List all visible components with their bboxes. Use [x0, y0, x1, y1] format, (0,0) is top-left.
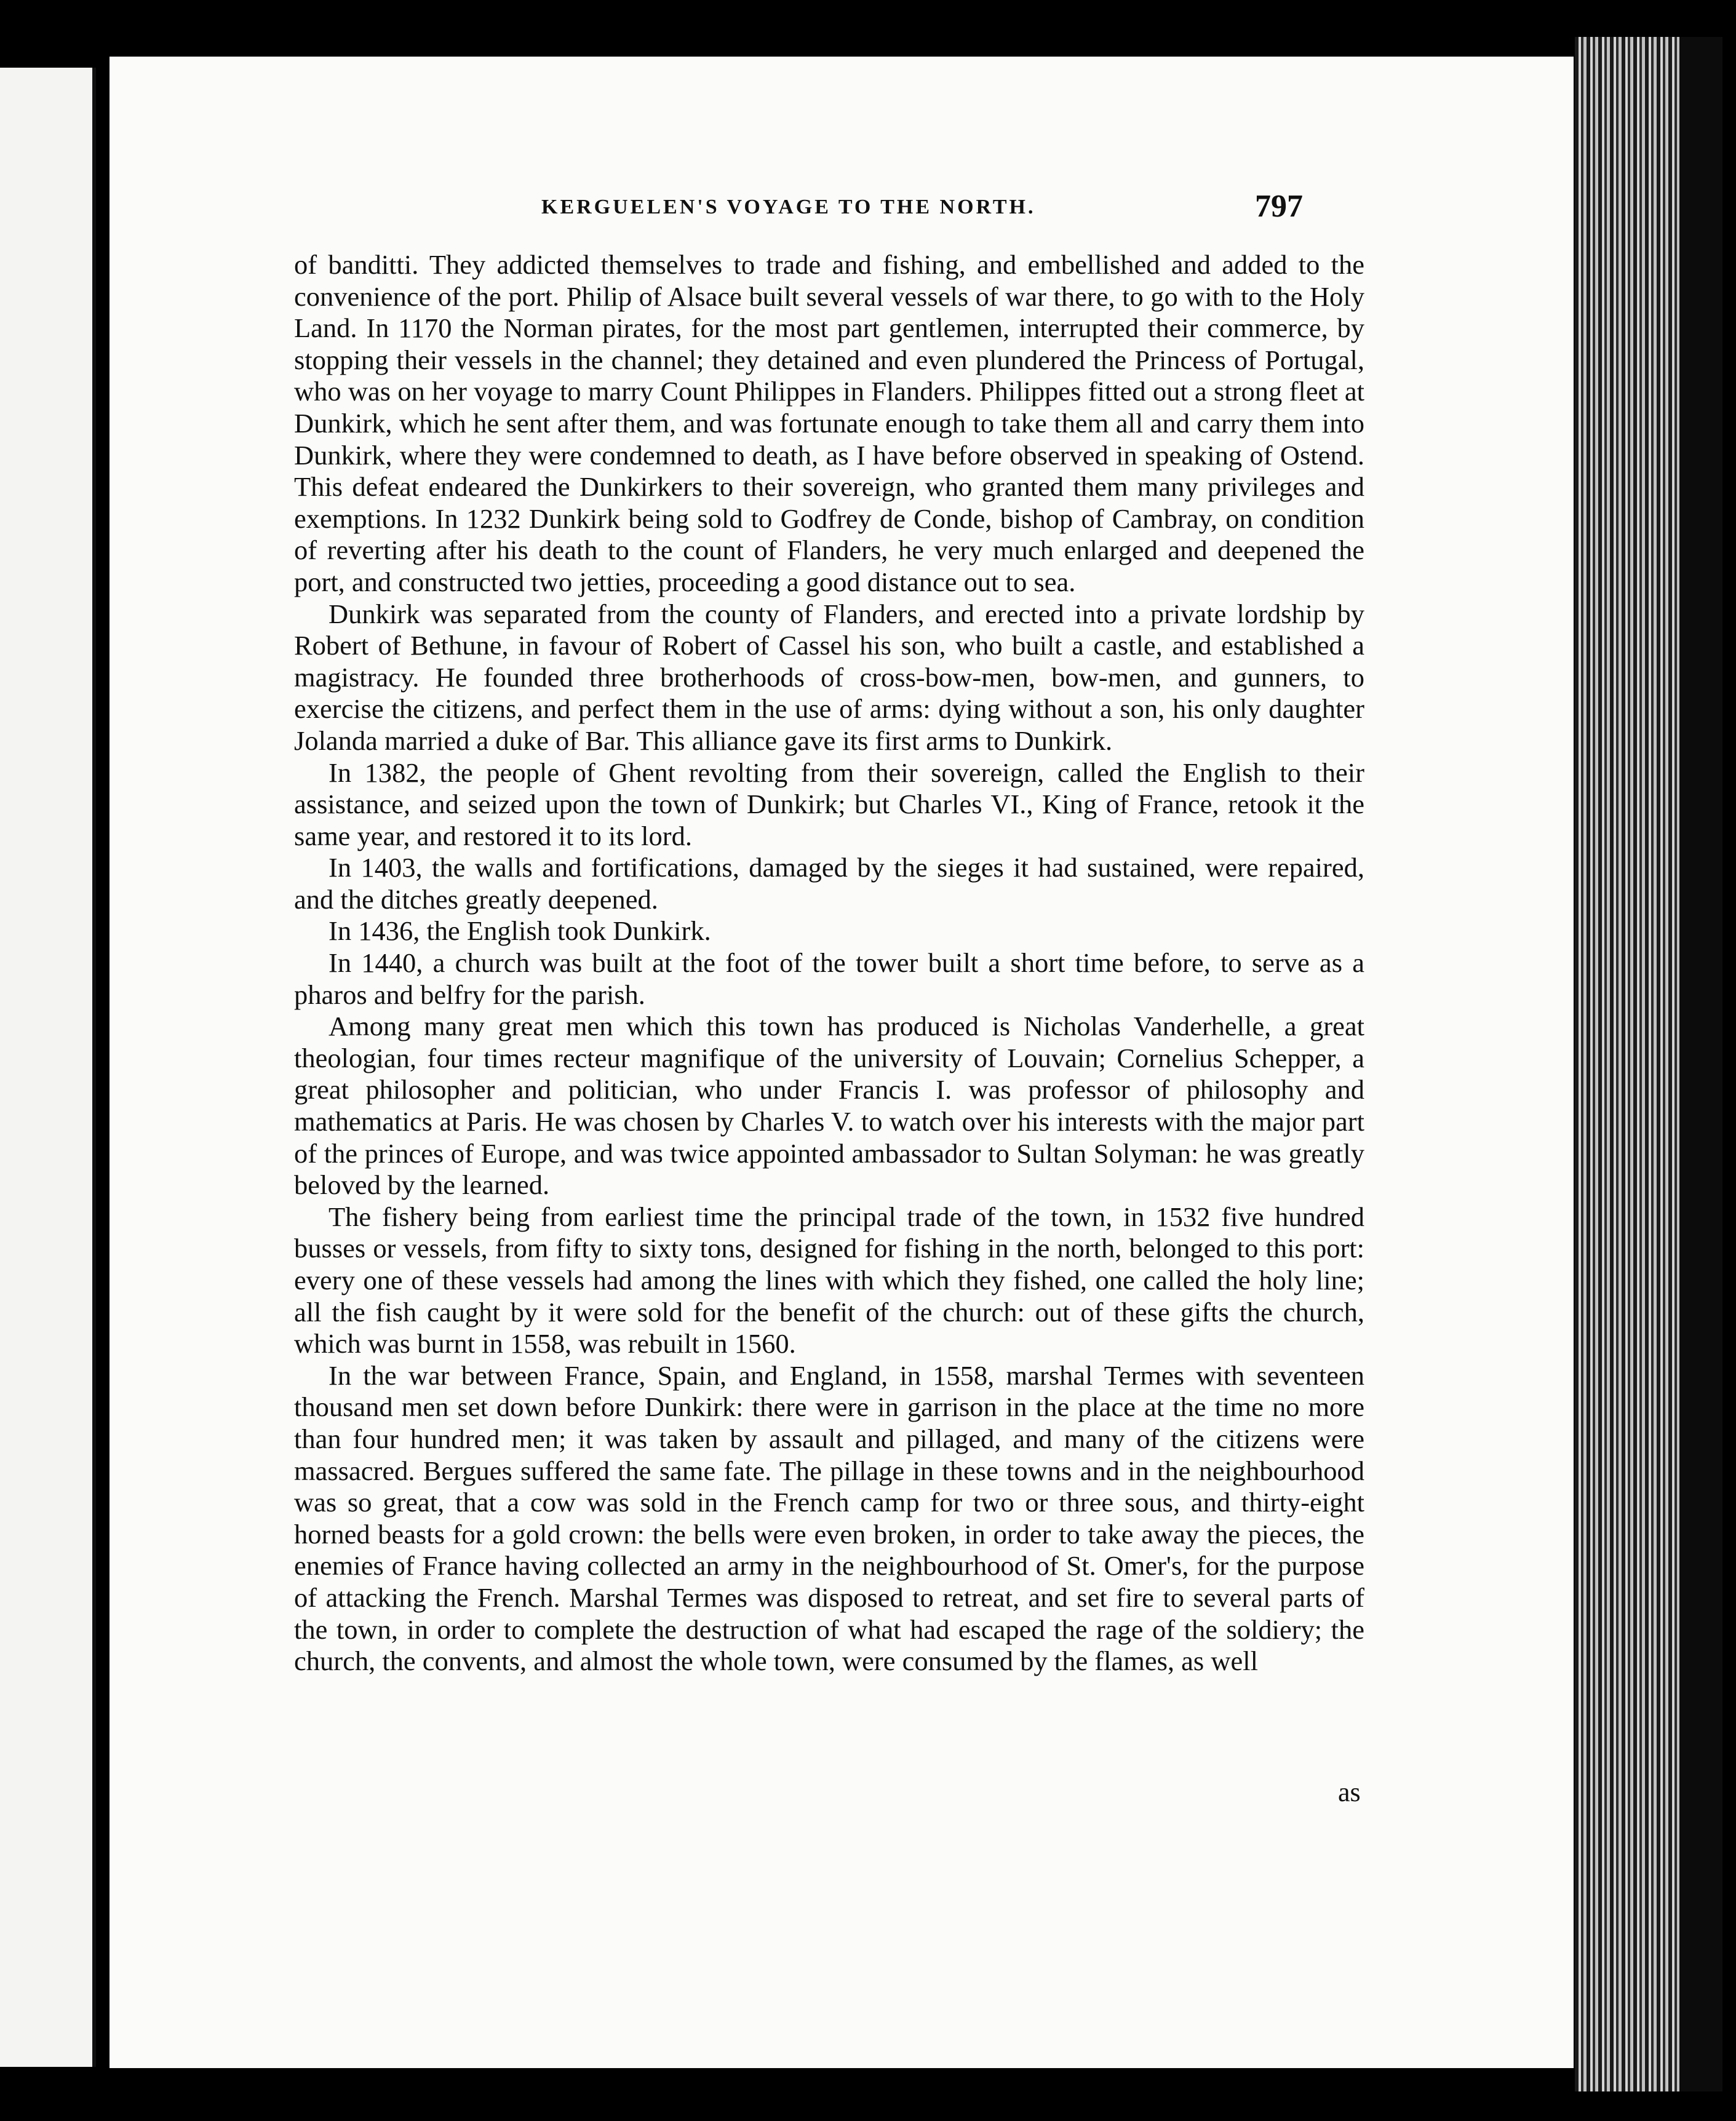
paragraph: In the war between France, Spain, and England, in 1558, marshal Termes with seventeen thousand men set down before Dunkirk: there were in garrison in the place at the time no more than four hundred men; it was taken by assault and pillaged, and many of the citizens were massacred. Bergues suffered the same fate. The pillage in these towns and in the neighbourhood was so great, that a cow was sold in the French camp for two or three sous, and thirty-eight horned beasts for a gold crown: the bells were even broken, in order to take away the pieces, the enemies of France having collected an army in the neighbourhood of St. Omer's, for the purpose of attacking the French. Marshal Termes was disposed to retreat, and set fire to several parts of the town, in order to complete the destruction of what had escaped the rage of the soldiery; the church, the convents, and almost the whole town, were consumed by the flames, as well [294, 1359, 1364, 1677]
paragraph: In 1382, the people of Ghent revolting from their sovereign, called the English to their assistance, and seized upon the town of Dunkirk; but Charles VI., King of France, retook it the same year, and restored it to its lord. [294, 757, 1364, 851]
paragraph: In 1436, the English took Dunkirk. [328, 915, 711, 947]
paragraph: Among many great men which this town has produced is Nicholas Vanderhelle, a great theologian, four times recteur magnifique of the university of Louvain; Cornelius Schepper, a great philosopher and politician, who under Francis I. was professor of philosophy and mathematics at Paris. He was chosen by Charles V. to watch over his interests with the major part of the princes of Europe, and was twice appointed ambassador to Sultan Solyman: he was greatly beloved by the learned. [294, 1011, 1364, 1201]
paragraph: In 1403, the walls and fortifications, damaged by the sieges it had sustained, were repaired, and the ditches greatly deepened. [294, 852, 1364, 915]
paragraph: The fishery being from earliest time the principal trade of the town, in 1532 five hundred busses or vessels, from fifty to sixty tons, designed for fishing in the north, belonged to this port: every one of these vessels had among the lines with which they fished, one called the holy line; all the fish caught by it were sold for the benefit of the church: out of these gifts the church, which was burnt in 1558, was rebuilt in 1560. [294, 1201, 1364, 1359]
running-head: KERGUELEN'S VOYAGE TO THE NORTH. [541, 196, 1036, 218]
catchword: as [1338, 1777, 1361, 1807]
book-page-edges [1575, 37, 1722, 2091]
facing-page-edge [0, 68, 96, 2067]
paragraph: of banditti. They addicted themselves to trade and fishing, and embellished and added to the convenience of the port. Philip of Alsace built several vessels of war there, to go with to the Holy Land. In 1170 the Norman pirates, for the most part gentlemen, interrupted their commerce, by stopping their vessels in the channel; they detained and even plundered the Princess of Portugal, who was on her voyage to marry Count Philippes in Flanders. Philippes fitted out a strong fleet at Dunkirk, which he sent after them, and was fortunate enough to take them all and carry them into Dunkirk, where they were condemned to death, as I have before observed in speaking of Ostend. This defeat endeared the Dunkirkers to their sovereign, who granted them many privileges and exemptions. In 1232 Dunkirk being sold to Godfrey de Conde, bishop of Cambray, on condition of reverting after his death to the count of Flanders, he very much enlarged and deepened the port, and constructed two jetties, proceeding a good distance out to sea. [294, 249, 1364, 597]
paragraph: In 1440, a church was built at the foot of the tower built a short time before, to serve as a pharos and belfry for the parish. [294, 947, 1364, 1010]
paragraph: Dunkirk was separated from the county of Flanders, and erected into a private lordship by Robert of Bethune, in favour of Robert of Cassel his son, who built a castle, and established a magistracy. He founded three brotherhoods of cross-bow-men, bow-men, and gunners, to exercise the citizens, and perfect them in the use of arms: dying without a son, his only daughter Jolanda married a duke of Bar. This alliance gave its first arms to Dunkirk. [294, 598, 1364, 756]
page-number: 797 [1255, 189, 1303, 224]
body-text [294, 249, 1364, 1677]
